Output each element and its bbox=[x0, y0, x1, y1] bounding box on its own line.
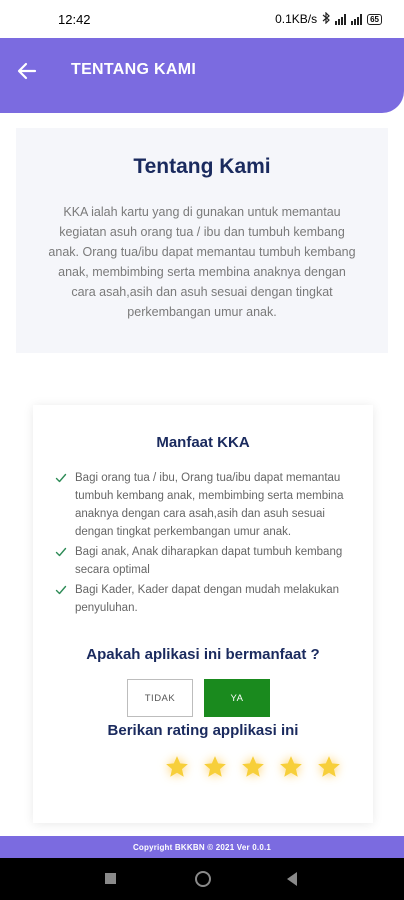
app-bar bbox=[0, 38, 404, 113]
yes-button[interactable]: YA bbox=[204, 679, 270, 717]
signal-icon-2 bbox=[351, 14, 362, 25]
bluetooth-icon bbox=[322, 12, 330, 27]
benefit-title: Manfaat KKA bbox=[156, 434, 250, 451]
rating-label: Berikan rating applikasi ini bbox=[107, 722, 299, 739]
network-speed: 0.1KB/s bbox=[275, 12, 318, 26]
list-item bbox=[53, 543, 353, 579]
status-time: 12:42 bbox=[58, 11, 91, 27]
benefit-text: Bagi anak, Anak diharapkan dapat tumbuh kembang secara optimal bbox=[75, 546, 343, 576]
about-title: Tentang Kami bbox=[133, 155, 271, 178]
star-icon[interactable] bbox=[240, 754, 266, 780]
star-icon[interactable] bbox=[202, 754, 228, 780]
status-bar bbox=[0, 0, 404, 38]
status-indicators bbox=[275, 12, 382, 27]
list-item bbox=[53, 469, 353, 541]
check-icon bbox=[55, 546, 67, 558]
feedback-question: Apakah aplikasi ini bermanfaat ? bbox=[86, 646, 320, 663]
system-nav-bar bbox=[0, 858, 404, 900]
back-triangle-icon[interactable] bbox=[287, 872, 297, 886]
page-title: TENTANG KAMI bbox=[71, 61, 197, 78]
signal-icon bbox=[335, 14, 346, 25]
benefit-text: Bagi Kader, Kader dapat dengan mudah melakukan penyuluhan. bbox=[75, 584, 340, 614]
home-icon[interactable] bbox=[195, 871, 211, 887]
recent-apps-icon[interactable] bbox=[105, 873, 116, 884]
star-icon[interactable] bbox=[164, 754, 190, 780]
about-description: KKA ialah kartu yang di gunakan untuk memantau kegiatan asuh orang tua / ibu dan tumbuh kembang anak. Orang tua/ibu dapat memantau tumbuh kembang anak, membimbing serta membina anaknya dengan cara asah,asih dan asuh sesuai dengan tingkat perkembangan umur anak. bbox=[48, 205, 356, 319]
star-icon[interactable] bbox=[316, 754, 342, 780]
benefit-card bbox=[33, 405, 373, 823]
star-icon[interactable] bbox=[278, 754, 304, 780]
benefit-text: Bagi orang tua / ibu, Orang tua/ibu dapat memantau tumbuh kembang anak, membimbing serta membina anaknya dengan cara asah,asih dan asuh sesuai dengan tingkat perkembangan umur anak. bbox=[75, 472, 344, 538]
footer bbox=[0, 836, 404, 858]
benefit-list bbox=[53, 469, 353, 617]
list-item bbox=[53, 581, 353, 617]
no-button[interactable]: TIDAK bbox=[127, 679, 193, 717]
check-icon bbox=[55, 472, 67, 484]
about-card bbox=[16, 128, 388, 353]
battery-icon: 65 bbox=[367, 14, 382, 25]
check-icon bbox=[55, 584, 67, 596]
arrow-left-icon[interactable] bbox=[16, 60, 38, 82]
copyright-text: Copyright BKKBN © 2021 Ver 0.0.1 bbox=[132, 842, 272, 852]
star-rating bbox=[164, 754, 342, 780]
